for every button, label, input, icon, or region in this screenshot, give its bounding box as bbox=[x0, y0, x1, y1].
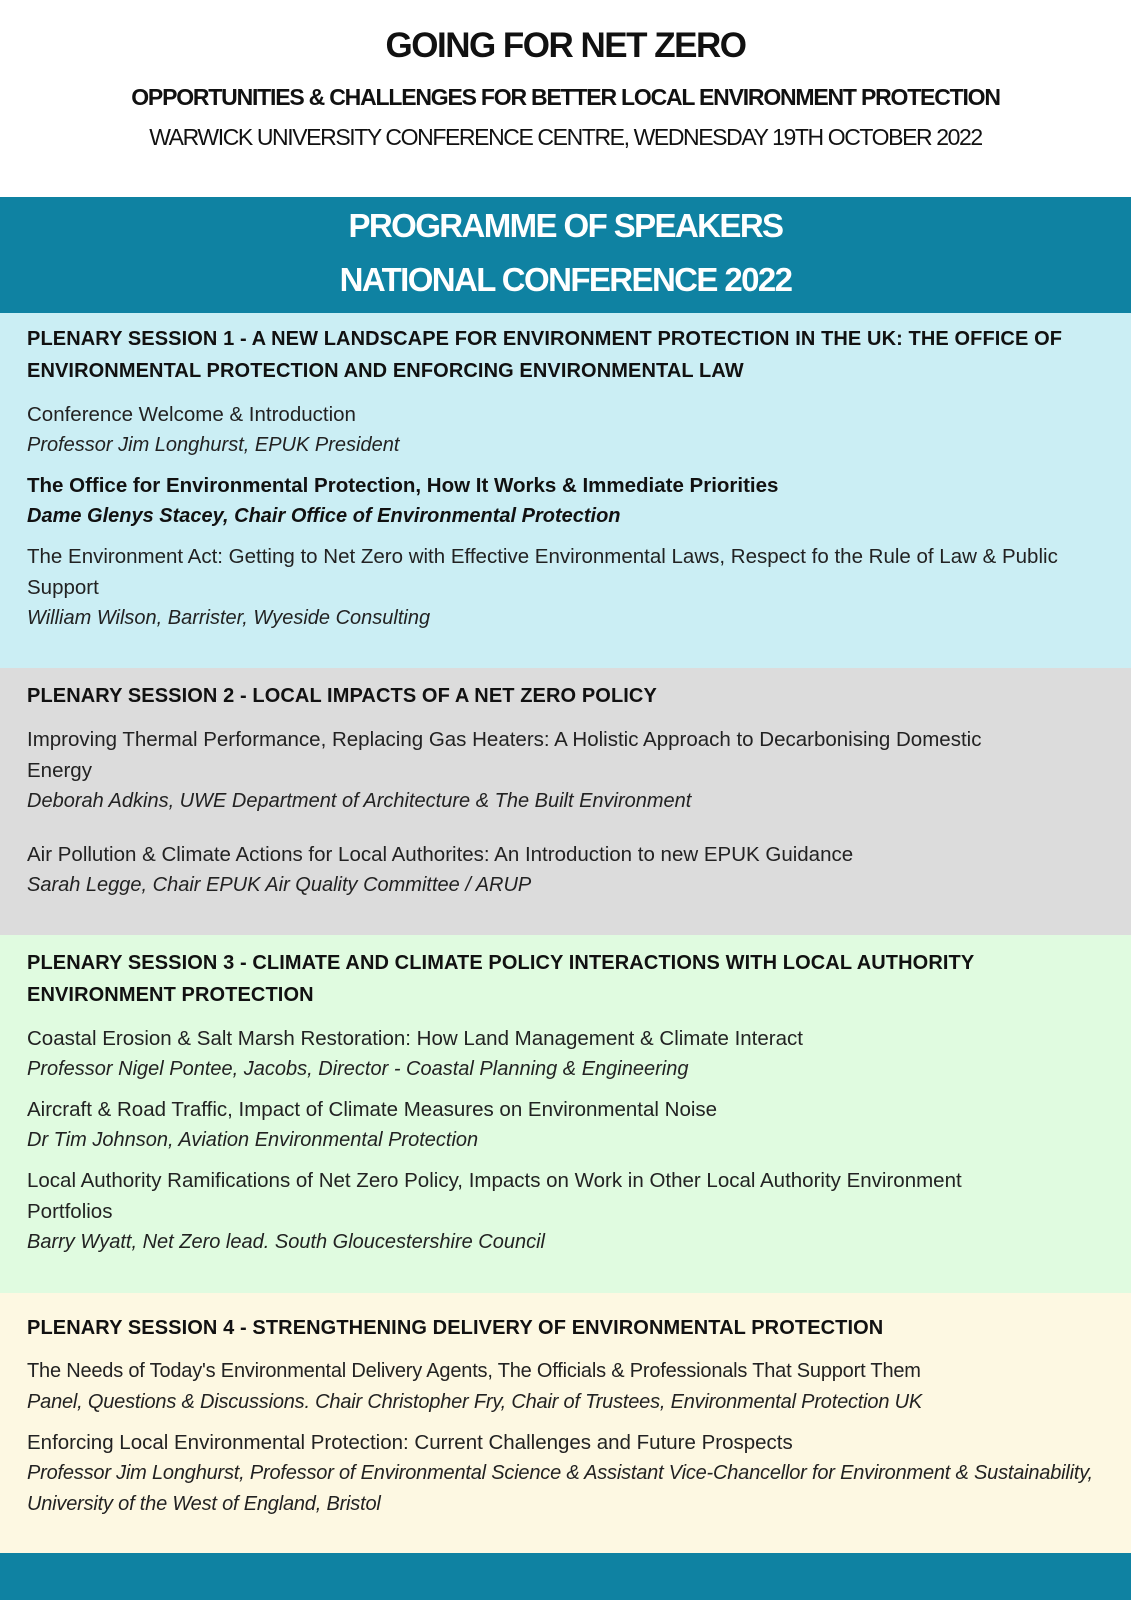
plenary-session-4 bbox=[0, 1293, 1131, 1553]
talk-speaker: Sarah Legge, Chair EPUK Air Quality Committee / ARUP bbox=[27, 874, 532, 896]
session-title: PLENARY SESSION 2 - LOCAL IMPACTS OF A NET ZERO POLICY bbox=[27, 685, 657, 707]
talk-title: Improving Thermal Performance, Replacing Gas Heaters: A Holistic Approach to Decarbonising Domestic Energy bbox=[27, 728, 982, 782]
talk-speaker: Barry Wyatt, Net Zero lead. South Gloucestershire Council bbox=[27, 1231, 545, 1253]
programme-banner bbox=[0, 197, 1131, 313]
talk-item bbox=[27, 1023, 1111, 1085]
talk-item bbox=[27, 541, 1111, 634]
talk-item bbox=[27, 1094, 1111, 1156]
banner-line-1: PROGRAMME OF SPEAKERS bbox=[348, 207, 783, 244]
session-title: PLENARY SESSION 3 - CLIMATE AND CLIMATE POLICY INTERACTIONS WITH LOCAL AUTHORITY ENVIRONMENT PROTECTION bbox=[27, 952, 974, 1006]
talk-speaker: William Wilson, Barrister, Wyeside Consulting bbox=[27, 607, 431, 629]
talk-title: The Environment Act: Getting to Net Zero with Effective Environmental Laws, Respect fo the Rule of Law & Public Support bbox=[27, 545, 1058, 599]
talk-item bbox=[27, 470, 1111, 532]
talk-speaker: Professor Jim Longhurst, EPUK President bbox=[27, 434, 400, 456]
venue-date: WARWICK UNIVERSITY CONFERENCE CENTRE, WEDNESDAY 19TH OCTOBER 2022 bbox=[149, 124, 982, 150]
session-title: PLENARY SESSION 4 - STRENGTHENING DELIVERY OF ENVIRONMENTAL PROTECTION bbox=[27, 1317, 884, 1339]
talk-title: The Office for Environmental Protection, How It Works & Immediate Priorities bbox=[27, 474, 779, 497]
conference-title: GOING FOR NET ZERO bbox=[385, 26, 746, 65]
talk-title: The Needs of Today's Environmental Delivery Agents, The Officials & Professionals That Support Them bbox=[27, 1360, 921, 1382]
talk-title: Conference Welcome & Introduction bbox=[27, 403, 356, 426]
talk-item bbox=[27, 1356, 1111, 1418]
talk-speaker: Dr Tim Johnson, Aviation Environmental Protection bbox=[27, 1129, 479, 1151]
conference-subtitle: OPPORTUNITIES & CHALLENGES FOR BETTER LOCAL ENVIRONMENT PROTECTION bbox=[131, 84, 1000, 110]
talk-item bbox=[27, 1427, 1111, 1520]
talk-item bbox=[27, 839, 1111, 901]
talk-speaker: Deborah Adkins, UWE Department of Architecture & The Built Environment bbox=[27, 790, 692, 812]
talk-title: Air Pollution & Climate Actions for Local Authorites: An Introduction to new EPUK Guidance bbox=[27, 843, 854, 866]
talk-title: Enforcing Local Environmental Protection: Current Challenges and Future Prospects bbox=[27, 1431, 793, 1454]
plenary-session-3 bbox=[0, 935, 1131, 1293]
footer-band bbox=[0, 1553, 1131, 1600]
talk-speaker: Panel, Questions & Discussions. Chair Christopher Fry, Chair of Trustees, Environmental Protection UK bbox=[27, 1391, 922, 1413]
plenary-session-2 bbox=[0, 668, 1131, 935]
talk-item bbox=[27, 1165, 1111, 1258]
talk-title: Coastal Erosion & Salt Marsh Restoration: How Land Management & Climate Interact bbox=[27, 1027, 803, 1050]
session-title: PLENARY SESSION 1 - A NEW LANDSCAPE FOR ENVIRONMENT PROTECTION IN THE UK: THE OFFICE OF ENVIRONMENTAL PROTECTION AND ENFORCING ENVIRONMENTAL LAW bbox=[27, 328, 1063, 382]
talk-speaker: Dame Glenys Stacey, Chair Office of Environmental Protection bbox=[27, 505, 621, 527]
page-header bbox=[0, 0, 1131, 197]
talk-title: Aircraft & Road Traffic, Impact of Climate Measures on Environmental Noise bbox=[27, 1098, 718, 1121]
plenary-session-1 bbox=[0, 313, 1131, 668]
talk-item bbox=[27, 399, 1111, 461]
talk-title: Local Authority Ramifications of Net Zero Policy, Impacts on Work in Other Local Authority Environment Portfolios bbox=[27, 1169, 962, 1223]
talk-speaker: Professor Nigel Pontee, Jacobs, Director - Coastal Planning & Engineering bbox=[27, 1058, 689, 1080]
talk-speaker: Professor Jim Longhurst, Professor of Environmental Science & Assistant Vice-Chancellor for Environment & Sustainability, University of the West of England, Bristol bbox=[27, 1462, 1093, 1515]
banner-line-2: NATIONAL CONFERENCE 2022 bbox=[339, 261, 792, 298]
talk-item bbox=[27, 724, 1111, 817]
